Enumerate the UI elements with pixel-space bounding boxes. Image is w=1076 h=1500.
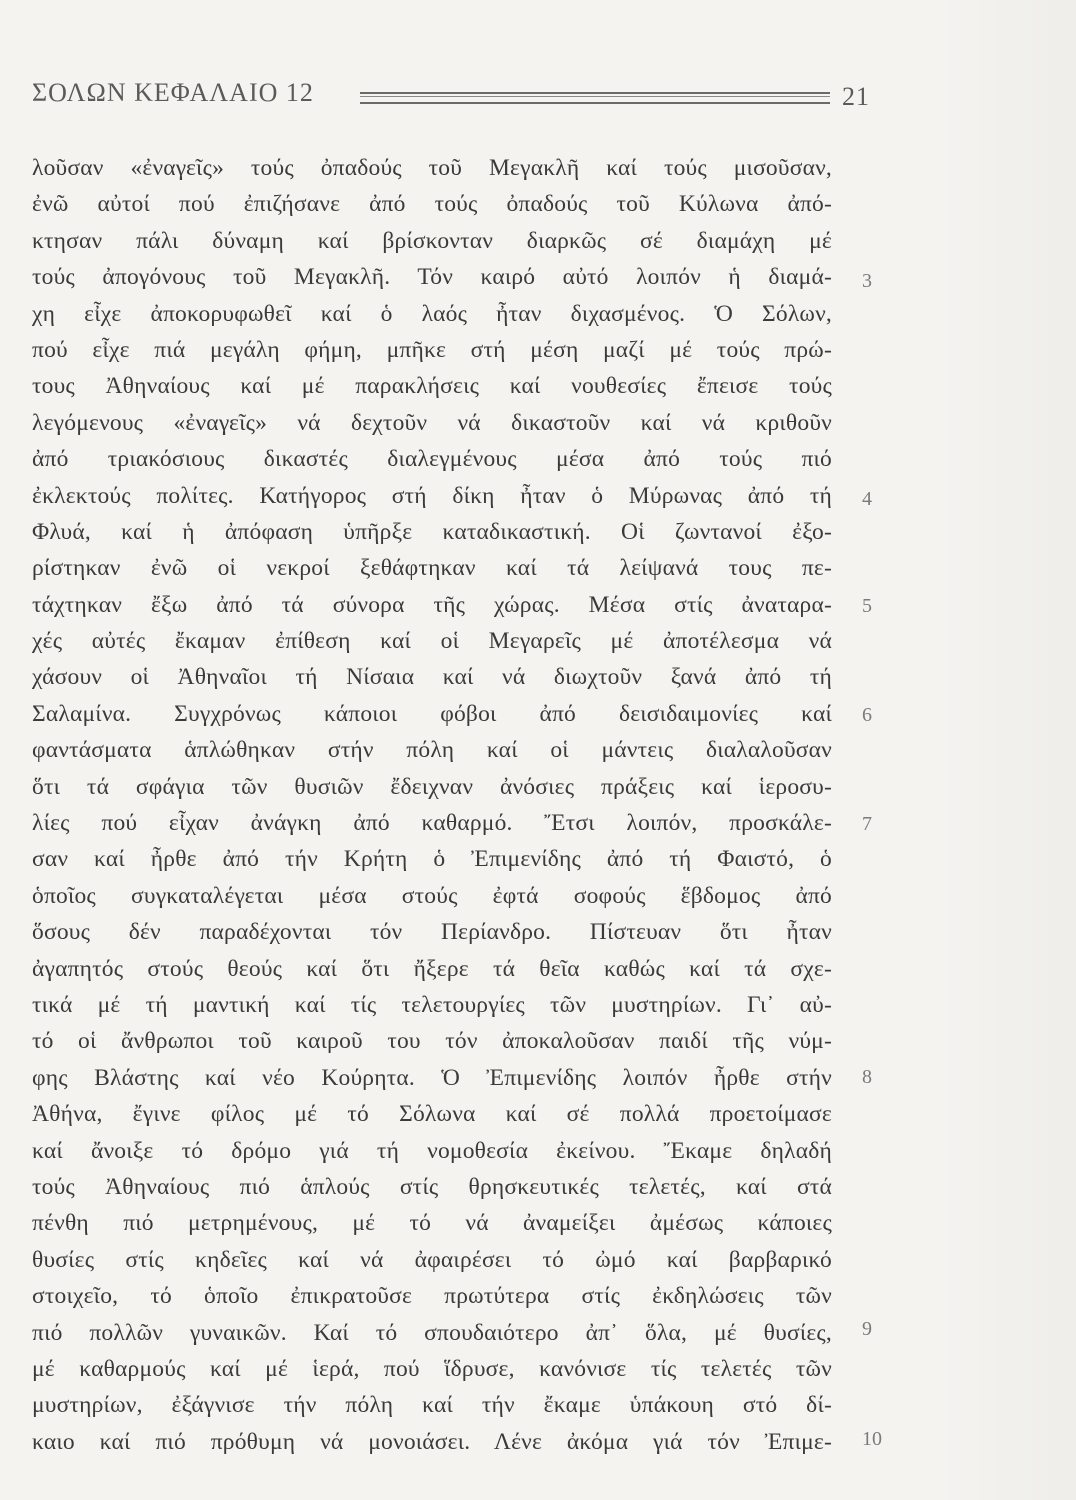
text-line: στοιχεῖο, τό ὁποῖο ἐπικρατοῦσε πρωτύτερα στίς ἐκδηλώσεις τῶν [32,1283,832,1310]
text-line: πιό πολλῶν γυναικῶν. Καί τό σπουδαιότερο ἀπ᾽ ὅλα, μέ θυσίες, [32,1319,832,1346]
body-text [32,150,832,1460]
text-line: Ἀθήνα, ἔγινε φίλος μέ τό Σόλωνα καί σέ πολλά προετοίμασε [32,1101,832,1128]
text-line: Φλυά, καί ἡ ἀπόφαση ὑπῆρξε καταδικαστική. Οἱ ζωντανοί ἐξο- [32,518,832,545]
text-line: καί ἄνοιξε τό δρόμο γιά τή νομοθεσία ἐκείνου. Ἔκαμε δηλαδή [32,1137,832,1164]
page-edge-shadow [936,0,1076,1500]
text-line: ὁποῖος συγκαταλέγεται μέσα στούς ἐφτά σοφούς ἕβδομος ἀπό [32,882,832,909]
text-line: πένθη πιό μετρημένους, μέ τό νά ἀναμείξει ἀμέσως κάποιες [32,1210,832,1237]
text-line: ρίστηκαν ἐνῶ οἱ νεκροί ξεθάφτηκαν καί τά λείψανά τους πε- [32,555,832,582]
text-line: τάχτηκαν ἔξω ἀπό τά σύνορα τῆς χώρας. Μέσα στίς ἀναταρα- [32,591,832,618]
text-line: σαν καί ἦρθε ἀπό τήν Κρήτη ὁ Ἐπιμενίδης ἀπό τή Φαιστό, ὁ [32,846,832,873]
section-number: 9 [862,1318,872,1340]
text-line: χές αὐτές ἔκαμαν ἐπίθεση καί οἱ Μεγαρεῖς μέ ἀποτέλεσμα νά [32,628,832,655]
section-number: 3 [862,270,872,292]
text-line: φαντάσματα ἁπλώθηκαν στήν πόλη καί οἱ μάντεις διαλαλοῦσαν [32,737,832,764]
text-line: τούς Ἀθηναίους πιό ἁπλούς στίς θρησκευτικές τελετές, καί στά [32,1173,832,1200]
text-line: μέ καθαρμούς καί μέ ἱερά, πού ἵδρυσε, κανόνισε τίς τελετές τῶν [32,1355,832,1382]
text-line: λεγόμενους «ἐναγεῖς» νά δεχτοῦν νά δικαστοῦν καί νά κριθοῦν [32,409,832,436]
text-line: ἐνῶ αὐτοί πού ἐπιζήσανε ἀπό τούς ὀπαδούς τοῦ Κύλωνα ἀπό- [32,191,832,218]
section-number: 7 [862,813,872,835]
text-line: χη εἶχε ἀποκορυφωθεῖ καί ὁ λαός ἦταν διχασμένος. Ὁ Σόλων, [32,300,832,327]
text-line: ἐκλεκτούς πολίτες. Κατήγορος στή δίκη ἦταν ὁ Μύρωνας ἀπό τή [32,482,832,509]
text-line: χάσουν οἱ Ἀθηναῖοι τή Νίσαια καί νά διωχτοῦν ξανά ἀπό τή [32,664,832,691]
text-line: καιο καί πιό πρόθυμη νά μονοιάσει. Λένε ἀκόμα γιά τόν Ἐπιμε- [32,1428,832,1455]
header-rule [360,92,830,104]
text-line: ὅτι τά σφάγια τῶν θυσιῶν ἔδειχναν ἀνόσιες πράξεις καί ἱεροσυ- [32,773,832,800]
running-header [32,78,870,118]
section-number: 5 [862,595,872,617]
text-line: τούς ἀπογόνους τοῦ Μεγακλῆ. Τόν καιρό αὐτό λοιπόν ἡ διαμά- [32,264,832,291]
section-number: 6 [862,704,872,726]
text-line: τους Ἀθηναίους καί μέ παρακλήσεις καί νουθεσίες ἔπεισε τούς [32,373,832,400]
text-line: κτησαν πάλι δύναμη καί βρίσκονταν διαρκῶς σέ διαμάχη μέ [32,227,832,254]
section-number: 4 [862,488,872,510]
text-line: λοῦσαν «ἐναγεῖς» τούς ὀπαδούς τοῦ Μεγακλῆ καί τούς μισοῦσαν, [32,155,832,181]
text-line: ὅσους δέν παραδέχονται τόν Περίανδρο. Πίστευαν ὅτι ἦταν [32,919,832,946]
text-line: Σαλαμίνα. Συγχρόνως κάποιοι φόβοι ἀπό δεισιδαιμονίες καί [32,700,832,727]
text-line: πού εἶχε πιά μεγάλη φήμη, μπῆκε στή μέση μαζί μέ τούς πρώ- [32,336,832,363]
section-number: 10 [862,1428,882,1450]
text-line: φης Βλάστης καί νέο Κούρητα. Ὁ Ἐπιμενίδης λοιπόν ἦρθε στήν [32,1064,832,1091]
text-line: ἀπό τριακόσιους δικαστές διαλεγμένους μέσα ἀπό τούς πιό [32,446,832,473]
text-line: τικά μέ τή μαντική καί τίς τελετουργίες τῶν μυστηρίων. Γι᾽ αὐ- [32,991,832,1018]
text-line: τό οἱ ἄνθρωποι τοῦ καιροῦ του τόν ἀποκαλοῦσαν παιδί τῆς νύμ- [32,1028,832,1055]
page-number: 21 [842,82,870,111]
chapter-title: ΣΟΛΩΝ ΚΕΦΑΛΑΙΟ 12 [32,78,314,107]
section-number: 8 [862,1066,872,1088]
text-line: μυστηρίων, ἐξάγνισε τήν πόλη καί τήν ἔκαμε ὑπάκουη στό δί- [32,1392,832,1419]
text-line: ἀγαπητός στούς θεούς καί ὅτι ἤξερε τά θεῖα καθώς καί τά σχε- [32,955,832,982]
text-line: λίες πού εἶχαν ἀνάγκη ἀπό καθαρμό. Ἔτσι λοιπόν, προσκάλε- [32,810,832,837]
text-line: θυσίες στίς κηδεῖες καί νά ἀφαιρέσει τό ὠμό καί βαρβαρικό [32,1246,832,1273]
